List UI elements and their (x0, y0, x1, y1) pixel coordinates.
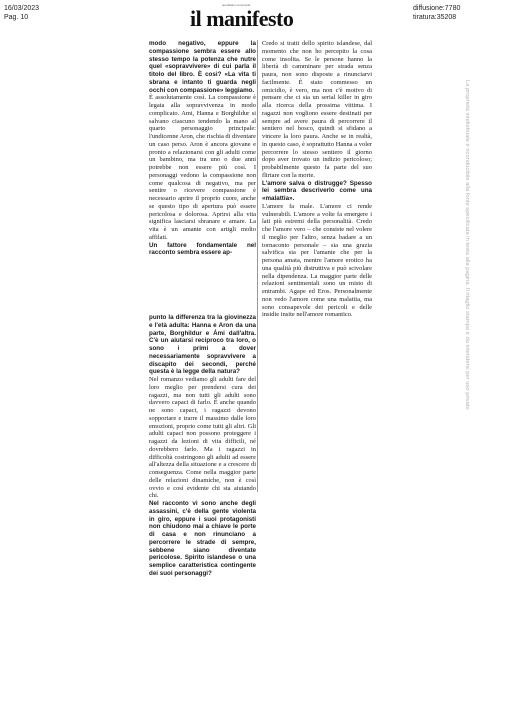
interview-answer: Credo si tratti dello spirito islandese, dal momento che non ho percepito la cosa come insolita. Se le persone hanno la libertà di camminare per strada senza paura, non sono disposte a rinunciarvi facilmente. È stato commesso un omicidio, è vero, ma non c'è motivo di pensare che ci sia un serial killer in giro alla ricerca della prossima vittima. I ragazzi non vogliono essere destinati per sempre ad avere paura di percorrere il sentiero nel bosco, quindi si sfidano a vincere la loro paura. Anche se in realtà, in questo caso, è soprattutto Hanna a voler percorrere lo stesso sentiero il giorno dopo aver trovato un indizio pericoloso; probabilmente questo fa parte del suo flirtare con la morte. (262, 40, 372, 179)
newspaper-masthead: il manifesto (190, 6, 294, 31)
article-column-left-top (149, 40, 256, 257)
diffusion-count: diffusione:7780 (413, 5, 461, 12)
article-column-right (262, 40, 372, 319)
print-run-count: tiratura:35208 (413, 14, 457, 21)
masthead-tagline: quotidiano comunista (222, 3, 251, 7)
interview-question: modo negativo, eppure la compassione sembra essere allo stesso tempo la potenza che nutre quel «sopravvivere» di cui parla il titolo del libro. È così? «La vita ti sbrana e intanto ti guarda negli occhi con compassione» leggiamo. (149, 40, 256, 94)
interview-question: Un fattore fondamentale nel racconto sembra essere ap- (149, 241, 256, 257)
interview-answer: È assolutamente così. La compassione è legata alla sopravvivenza in modo complicato. Ami, Hanna e Borghildur si salvano ciascuno tendendo la mano al quarto personaggio principale: l'undicenne Aron, che rischia di diventare un caso perso. Aron è ancora giovane e pronto a relazionarsi con gli adulti come un bambino, ma tra uno o due anni potrebbe non essere più così. I personaggi vedono la compassione non come qualcosa di negativo, ma per sentire o ricevere compassione è necessario aprire il proprio cuore, anche se questo tipo di apertura può essere pericolosa e dolorosa. Aprirsi alla vita significa lasciarsi sbranare e amare. La vita è un amante con artigli molto affilati. (149, 94, 256, 241)
interview-question: punto la differenza tra la giovinezza e l'età adulta: Hanna e Aron da una parte, Borghildur e Ámi dall'altra. C'è un aiutarsi reciproco tra loro, o sono i primi a dover necessariamente sopravvivere a discapito dei secondi, perché questa è la legge della natura? (149, 314, 256, 376)
column-divider (257, 40, 258, 492)
article-column-left-bottom (149, 314, 256, 578)
interview-question: Nel racconto vi sono anche degli assassini, c'è della gente violenta in giro, eppure i suoi protagonisti non chiudono mai a chiave le porte di casa e non rinunciano a percorrere le strade di sempre, sebbene siano diventate pericolose. Spirito islandese o una semplice caratteristica contingente dei suoi personaggi? (149, 500, 256, 577)
interview-question: L'amore salva o distrugge? Spesso lei sembra descriverlo come una «malattia». (262, 179, 372, 202)
interview-answer: Nel romanzo vediamo gli adulti fare del loro meglio per prendersi cura dei ragazzi, ma non tutti gli adulti sono davvero capaci di farlo. È anche quando ne sono capaci, i ragazzi devono sopportare e trarre il massimo dalle loro emozioni, proprio come tutti gli altri. Gli adulti capaci non possono proteggere i ragazzi da lezioni di vita difficili, né dovrebbero farlo. Ma i ragazzi in difficoltà costringono gli adulti ad essere all'altezza della situazione e a crescere di conseguenza. Come nella maggior parte delle relazioni dinamiche, non è così ovvio e così evidente chi sta aiutando chi. (149, 376, 256, 500)
interview-answer: L'amore fa male. L'amore ci rende vulnerabili. L'amore a volte fa emergere i lati più estremi della personalità. Credo che l'amore vero – che consiste nel volere il meglio per l'altro, senza badare a un tornaconto personale – sia una grazia salvifica sia per l'amante che per la persona amata, mentre l'amore erotico ha una qualità più distruttiva e può scivolare nella dipendenza. La maggior parte delle relazioni sentimentali sono un misto di entrambi. Agape ed Eros. Personalmente non vedo l'amore come una malattia, ma sono consapevole dei pericoli e delle insidie insite nell'amore romantico. (262, 202, 372, 319)
issue-date: 16/03/2023 (4, 5, 40, 12)
copyright-side-note: La proprietà intellettuale è riconducibile alla fonte specificata in testa alla pagina. Il ritaglio stampa è da intendersi per uso privato (464, 80, 470, 410)
page-number: Pag. 10 (4, 14, 29, 21)
